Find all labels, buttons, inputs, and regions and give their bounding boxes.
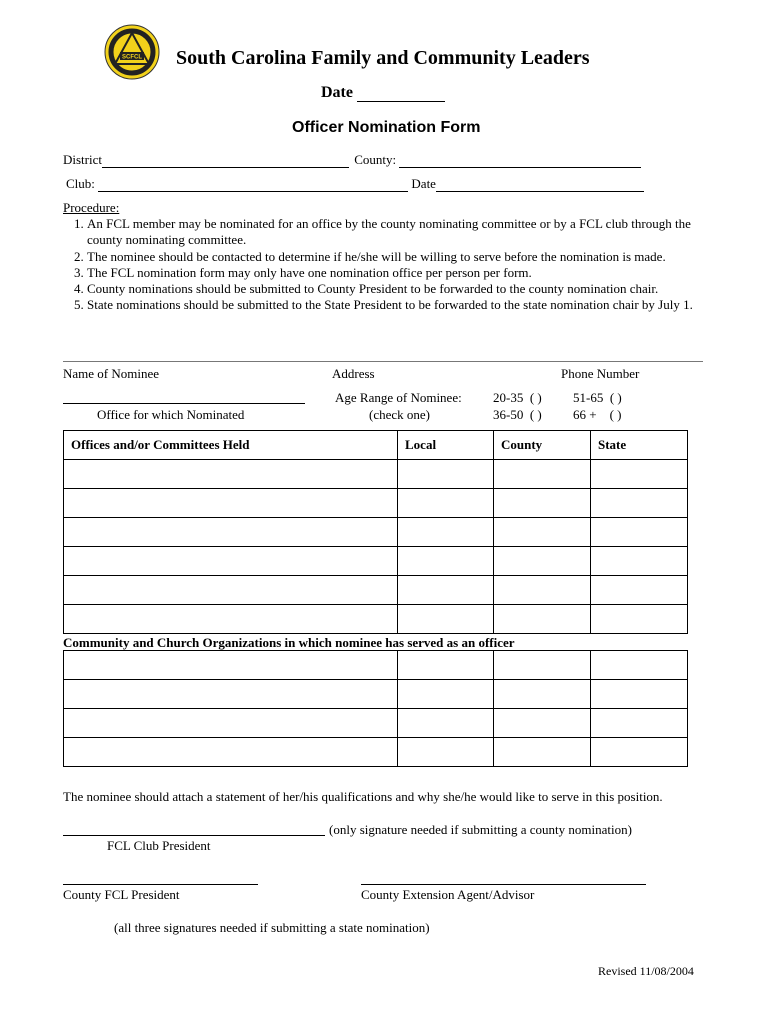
- table-cell[interactable]: [494, 489, 591, 518]
- table-cell[interactable]: [398, 547, 494, 576]
- district-field[interactable]: [102, 155, 349, 168]
- table-cell[interactable]: [494, 709, 591, 738]
- county-label: County:: [354, 152, 397, 167]
- header-offices: Offices and/or Committees Held: [64, 431, 398, 460]
- table-cell[interactable]: [64, 489, 398, 518]
- header-date: [321, 84, 445, 102]
- table-row: [64, 605, 688, 634]
- table-cell[interactable]: [494, 738, 591, 767]
- table-row: [64, 489, 688, 518]
- logo-text: SCFCL: [122, 54, 142, 61]
- procedure-item: 3. The FCL nomination form may only have one nomination office per person per form.: [87, 265, 723, 281]
- table-cell[interactable]: [398, 709, 494, 738]
- procedure-title: Procedure:: [63, 200, 120, 215]
- nominee-line[interactable]: [63, 361, 703, 362]
- age-option-51-65[interactable]: [573, 390, 622, 406]
- table-row: [64, 518, 688, 547]
- age-range-label: Age Range of Nominee:: [335, 390, 462, 405]
- district-label: District: [63, 152, 102, 167]
- state-note: (all three signatures needed if submitting a state nomination): [114, 920, 430, 935]
- county-note: (only signature needed if submitting a county nomination): [329, 822, 632, 837]
- table-row: [64, 651, 688, 680]
- table-cell[interactable]: [494, 605, 591, 634]
- club-president-label: FCL Club President: [107, 838, 211, 853]
- table-cell[interactable]: [591, 738, 688, 767]
- table-row: [64, 576, 688, 605]
- table-cell[interactable]: [591, 576, 688, 605]
- statement-text: The nominee should attach a statement of her/his qualifications and why she/he would like to serve in this position.: [63, 789, 663, 804]
- table-cell[interactable]: [398, 489, 494, 518]
- header-date-label: Date: [321, 84, 353, 101]
- extension-agent-label: County Extension Agent/Advisor: [361, 887, 535, 902]
- age-checkbox[interactable]: ( ): [609, 407, 622, 422]
- table-cell[interactable]: [398, 605, 494, 634]
- nominee-phone-label: Phone Number: [561, 366, 640, 381]
- community-table: [63, 650, 688, 767]
- age-option-20-35[interactable]: [493, 390, 542, 406]
- age-checkbox[interactable]: ( ): [529, 390, 542, 405]
- check-one-label: (check one): [369, 407, 430, 422]
- table-cell[interactable]: [494, 518, 591, 547]
- procedure-item: 2. The nominee should be contacted to determine if he/she will be willing to serve before the nomination is made.: [87, 249, 723, 265]
- table-cell[interactable]: [64, 518, 398, 547]
- procedure-item: 4. County nominations should be submitted to County President to be forwarded to the county nomination chair.: [87, 281, 723, 297]
- header-county: County: [494, 431, 591, 460]
- table-cell[interactable]: [591, 547, 688, 576]
- club-field[interactable]: [98, 179, 408, 192]
- county-field[interactable]: [399, 155, 641, 168]
- table-row: [64, 709, 688, 738]
- table-cell[interactable]: [398, 576, 494, 605]
- table-cell[interactable]: [398, 651, 494, 680]
- procedure-list: [63, 216, 723, 313]
- table-cell[interactable]: [591, 489, 688, 518]
- table-row: [64, 547, 688, 576]
- office-label: Office for which Nominated: [97, 407, 245, 422]
- club-row: [66, 176, 644, 192]
- age-checkbox[interactable]: ( ): [609, 390, 622, 405]
- table-cell[interactable]: [591, 709, 688, 738]
- table-cell[interactable]: [591, 651, 688, 680]
- district-row: [63, 152, 641, 168]
- table-cell[interactable]: [64, 605, 398, 634]
- table-cell[interactable]: [64, 651, 398, 680]
- table-row: [64, 738, 688, 767]
- club-date-label: Date: [411, 176, 436, 191]
- age-option-36-50[interactable]: [493, 407, 542, 423]
- procedure: [63, 200, 723, 313]
- nominee-name-label: Name of Nominee: [63, 366, 160, 381]
- table-cell[interactable]: [494, 680, 591, 709]
- table-cell[interactable]: [591, 605, 688, 634]
- header-date-field[interactable]: [357, 86, 445, 102]
- table-cell[interactable]: [494, 576, 591, 605]
- age-option-label: 66 +: [573, 407, 597, 422]
- table-cell[interactable]: [494, 651, 591, 680]
- age-checkbox[interactable]: ( ): [529, 407, 542, 422]
- nominee-address-label: Address: [332, 366, 375, 381]
- table-row: [64, 460, 688, 489]
- age-option-label: 20-35: [493, 390, 524, 405]
- header-local: Local: [398, 431, 494, 460]
- procedure-item: 5. State nominations should be submitted to the State President to be forwarded to the state nomination chair by July 1.: [87, 297, 723, 313]
- form-title: Officer Nomination Form: [292, 119, 481, 136]
- table-cell[interactable]: [494, 460, 591, 489]
- table-row: [64, 680, 688, 709]
- scfcl-logo: [104, 24, 160, 80]
- table-cell[interactable]: [64, 460, 398, 489]
- table-cell[interactable]: [398, 680, 494, 709]
- club-date-field[interactable]: [436, 179, 644, 192]
- extension-agent-signature-line[interactable]: [361, 884, 646, 885]
- club-label: Club:: [66, 176, 95, 191]
- table-cell[interactable]: [591, 680, 688, 709]
- header-state: State: [591, 431, 688, 460]
- age-option-label: 51-65: [573, 390, 604, 405]
- table-header-row: [64, 431, 688, 460]
- club-president-signature-line[interactable]: [63, 835, 325, 836]
- table-cell[interactable]: [64, 680, 398, 709]
- table-cell[interactable]: [64, 738, 398, 767]
- table-cell[interactable]: [64, 547, 398, 576]
- org-title: South Carolina Family and Community Leaders: [176, 47, 590, 69]
- procedure-item: 1. An FCL member may be nominated for an office by the county nominating committee or by a FCL club through the county nominating committee.: [87, 216, 723, 248]
- county-president-label: County FCL President: [63, 887, 180, 902]
- office-line[interactable]: [63, 403, 305, 404]
- table-cell[interactable]: [591, 460, 688, 489]
- table-cell[interactable]: [398, 518, 494, 547]
- age-option-66-plus[interactable]: [573, 407, 622, 423]
- table-cell[interactable]: [64, 709, 398, 738]
- table-cell[interactable]: [398, 738, 494, 767]
- community-title: Community and Church Organizations in which nominee has served as an officer: [63, 635, 515, 650]
- offices-table: [63, 430, 688, 634]
- county-president-signature-line[interactable]: [63, 884, 258, 885]
- table-cell[interactable]: [398, 460, 494, 489]
- table-cell[interactable]: [494, 547, 591, 576]
- age-option-label: 36-50: [493, 407, 524, 422]
- revised-date: Revised 11/08/2004: [598, 964, 694, 978]
- table-cell[interactable]: [591, 518, 688, 547]
- table-cell[interactable]: [64, 576, 398, 605]
